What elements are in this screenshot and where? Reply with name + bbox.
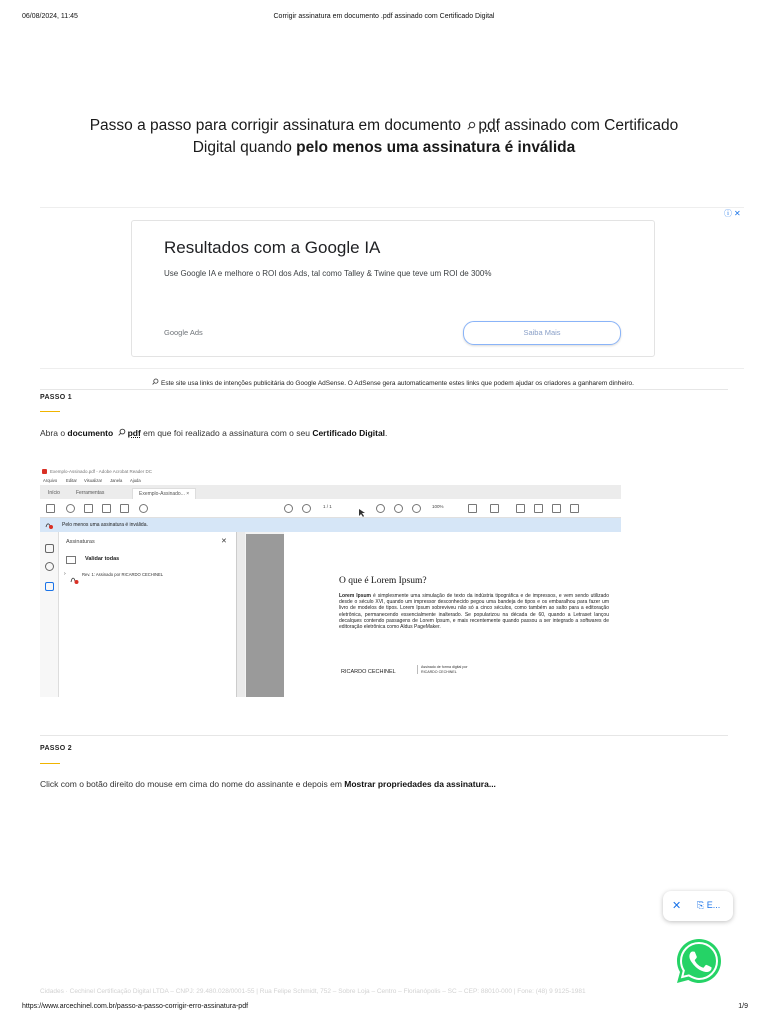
highlight-icon[interactable] bbox=[534, 504, 543, 513]
menu-item[interactable]: Visualizar bbox=[84, 478, 103, 483]
banner-text: Pelo menos uma assinatura é inválida. bbox=[62, 522, 148, 528]
step-2-label: PASSO 2 bbox=[40, 745, 72, 752]
ad-headline[interactable]: Resultados com a Google IA bbox=[164, 238, 381, 257]
close-icon[interactable]: ✕ bbox=[672, 900, 682, 912]
adsense-note-text: Este site usa links de intenções publicitária do Google AdSense. O AdSense gera automaticamente estes links que podem ajudar os criadores a ganharem dinheiro. bbox=[161, 380, 634, 387]
pages-icon[interactable] bbox=[45, 544, 54, 553]
ad-brand: Google Ads bbox=[164, 328, 203, 337]
save-icon[interactable] bbox=[46, 504, 55, 513]
invalid-signature-banner bbox=[40, 518, 621, 532]
search-icon bbox=[152, 378, 159, 385]
sig-box-line: Assinado de forma digital por bbox=[421, 665, 468, 669]
print-icon[interactable] bbox=[102, 504, 111, 513]
step-text: . bbox=[385, 428, 388, 438]
tab-inicio[interactable]: Início bbox=[48, 490, 60, 496]
acrobat-left-rail bbox=[40, 532, 59, 697]
step-2-text bbox=[40, 779, 496, 789]
close-icon[interactable]: ✕ bbox=[221, 538, 227, 545]
signatures-panel-title: Assinaturas bbox=[66, 539, 95, 545]
print-doc-title: Corrigir assinatura em documento .pdf assinado com Certificado Digital bbox=[273, 13, 495, 20]
search-icon bbox=[467, 121, 476, 130]
acrobat-screenshot bbox=[40, 467, 621, 697]
acrobat-titlebar bbox=[40, 467, 621, 477]
ad-choices-icon[interactable]: ⓘ✕ bbox=[724, 209, 743, 218]
translate-button[interactable]: ⎘ E... bbox=[697, 900, 721, 910]
pdf-link[interactable]: pdf bbox=[127, 428, 141, 438]
menu-item[interactable]: Editar bbox=[66, 478, 77, 483]
title-text: Digital quando bbox=[192, 139, 297, 156]
hand-icon[interactable] bbox=[376, 504, 385, 513]
zoom-in-icon[interactable] bbox=[412, 504, 421, 513]
signature-entry[interactable]: Rev. 1: Assinado por RICARDO CECHINEL bbox=[82, 572, 164, 577]
attachment-icon[interactable] bbox=[45, 562, 54, 571]
signature-warning-icon bbox=[45, 521, 53, 529]
whatsapp-icon[interactable] bbox=[673, 935, 725, 987]
menu-item[interactable]: Arquivo bbox=[43, 478, 58, 483]
site-footer-text: Cidades · Cechinel Certificação Digital LTDA – CNPJ: 29.480.028/0001-55 | Rua Felipe Schmidt, 752 – Sobre Loja – Centro – Florianópolis – SC – CEP: 88010-000 | Fone: (48) 9 9125-1981 bbox=[40, 988, 586, 995]
acrobat-logo-icon bbox=[42, 469, 47, 474]
page-down-icon[interactable] bbox=[302, 504, 311, 513]
divider bbox=[40, 735, 728, 736]
signature-panel-icon[interactable] bbox=[45, 582, 54, 591]
zoom-level[interactable]: 100% bbox=[432, 504, 444, 509]
adsense-note bbox=[40, 378, 744, 387]
ad-cta-button[interactable]: Saiba Mais bbox=[463, 321, 621, 345]
cursor-icon[interactable] bbox=[358, 504, 365, 511]
title-text: Passo a passo para corrigir assinatura em documento bbox=[89, 117, 466, 134]
print-page-number: 1/9 bbox=[738, 1003, 748, 1010]
doc-signature-box[interactable] bbox=[417, 665, 468, 674]
validate-all-button[interactable]: Validar todas bbox=[85, 556, 120, 562]
sig-box-line: RICARDO CECHINEL bbox=[421, 669, 457, 674]
page-background bbox=[246, 534, 284, 697]
step-1-label: PASSO 1 bbox=[40, 394, 72, 401]
chevron-right-icon[interactable]: › bbox=[64, 571, 66, 577]
step-bold: Mostrar propriedades da assinatura... bbox=[344, 779, 496, 789]
title-bold-text: pelo menos uma assinatura é inválida bbox=[296, 139, 576, 156]
step-text: Abra o bbox=[40, 428, 68, 438]
article-title bbox=[40, 115, 728, 159]
doc-signer-name: RICARDO CECHINEL bbox=[341, 669, 396, 675]
fit-page-icon[interactable] bbox=[468, 504, 477, 513]
pdf-link[interactable]: pdf bbox=[478, 117, 500, 134]
comment-icon[interactable] bbox=[516, 504, 525, 513]
zoom-out-icon[interactable] bbox=[394, 504, 403, 513]
sign-icon[interactable] bbox=[552, 504, 561, 513]
step-bold: documento bbox=[67, 428, 116, 438]
menu-item[interactable]: Ajuda bbox=[130, 478, 141, 483]
tab-document[interactable]: Exemplo-Assinado... × bbox=[132, 488, 196, 500]
tab-ferramentas[interactable]: Ferramentas bbox=[76, 490, 105, 496]
doc-heading: O que é Lorem Ipsum? bbox=[339, 576, 427, 586]
print-url: https://www.arcechinel.com.br/passo-a-passo-corrigir-erro-assinatura-pdf bbox=[22, 1003, 249, 1010]
panel-menu-icon[interactable] bbox=[66, 556, 76, 564]
page-up-icon[interactable] bbox=[284, 504, 293, 513]
acrobat-menubar bbox=[40, 477, 621, 485]
star-icon[interactable] bbox=[66, 504, 75, 513]
divider bbox=[40, 389, 728, 390]
signature-invalid-icon bbox=[70, 571, 79, 579]
search-icon[interactable] bbox=[139, 504, 148, 513]
step-1-text bbox=[40, 428, 387, 438]
panel-gutter bbox=[237, 532, 245, 697]
stamp-icon[interactable] bbox=[570, 504, 579, 513]
doc-body-bold: Lorem Ipsum bbox=[339, 593, 371, 599]
page-indicator[interactable]: 1 / 1 bbox=[323, 504, 332, 509]
step-text: em que foi realizado a assinatura com o seu bbox=[140, 428, 313, 438]
search-icon bbox=[118, 428, 126, 436]
window-title: Exemplo-Assinado.pdf - Adobe Acrobat Reader DC bbox=[50, 469, 153, 474]
mail-icon[interactable] bbox=[120, 504, 129, 513]
upload-icon[interactable] bbox=[84, 504, 93, 513]
doc-body bbox=[339, 593, 609, 630]
step-bold: Certificado Digital bbox=[312, 428, 386, 438]
menu-item[interactable]: Janela bbox=[110, 478, 123, 483]
step-2-accent bbox=[40, 763, 60, 764]
title-text: assinado com Certificado bbox=[499, 117, 679, 134]
scroll-mode-icon[interactable] bbox=[490, 504, 499, 513]
acrobat-toolbar bbox=[40, 499, 621, 518]
ad-description: Use Google IA e melhore o ROI dos Ads, tal como Talley & Twine que teve um ROI de 300% bbox=[164, 269, 492, 278]
acrobat-tabs bbox=[40, 485, 621, 500]
step-text: Click com o botão direito do mouse em cima do nome do assinante e depois em bbox=[40, 779, 345, 789]
doc-body-text: é simplesmente uma simulação de texto da indústria tipográfica e de impressos, e vem sendo utilizado desde o século XVI, quando um impressor desconhecido pegou uma bandeja de tipos e os embaralhou para fazer um livro de modelos de tipos. Lorem Ipsum sobreviveu não só a cinco séculos, como também ao salto para a editoração eletrônica, permanecendo essencialmente inalterado. Se popularizou na década de 60, quando a Letraset lançou decalques contendo passagens de Lorem Ipsum, e mais recentemente quando passou a ser integrado a softwares de editoração eletrônica como Aldus PageMaker. bbox=[339, 593, 609, 631]
print-datetime: 06/08/2024, 11:45 bbox=[22, 13, 78, 20]
step-1-accent bbox=[40, 411, 60, 412]
